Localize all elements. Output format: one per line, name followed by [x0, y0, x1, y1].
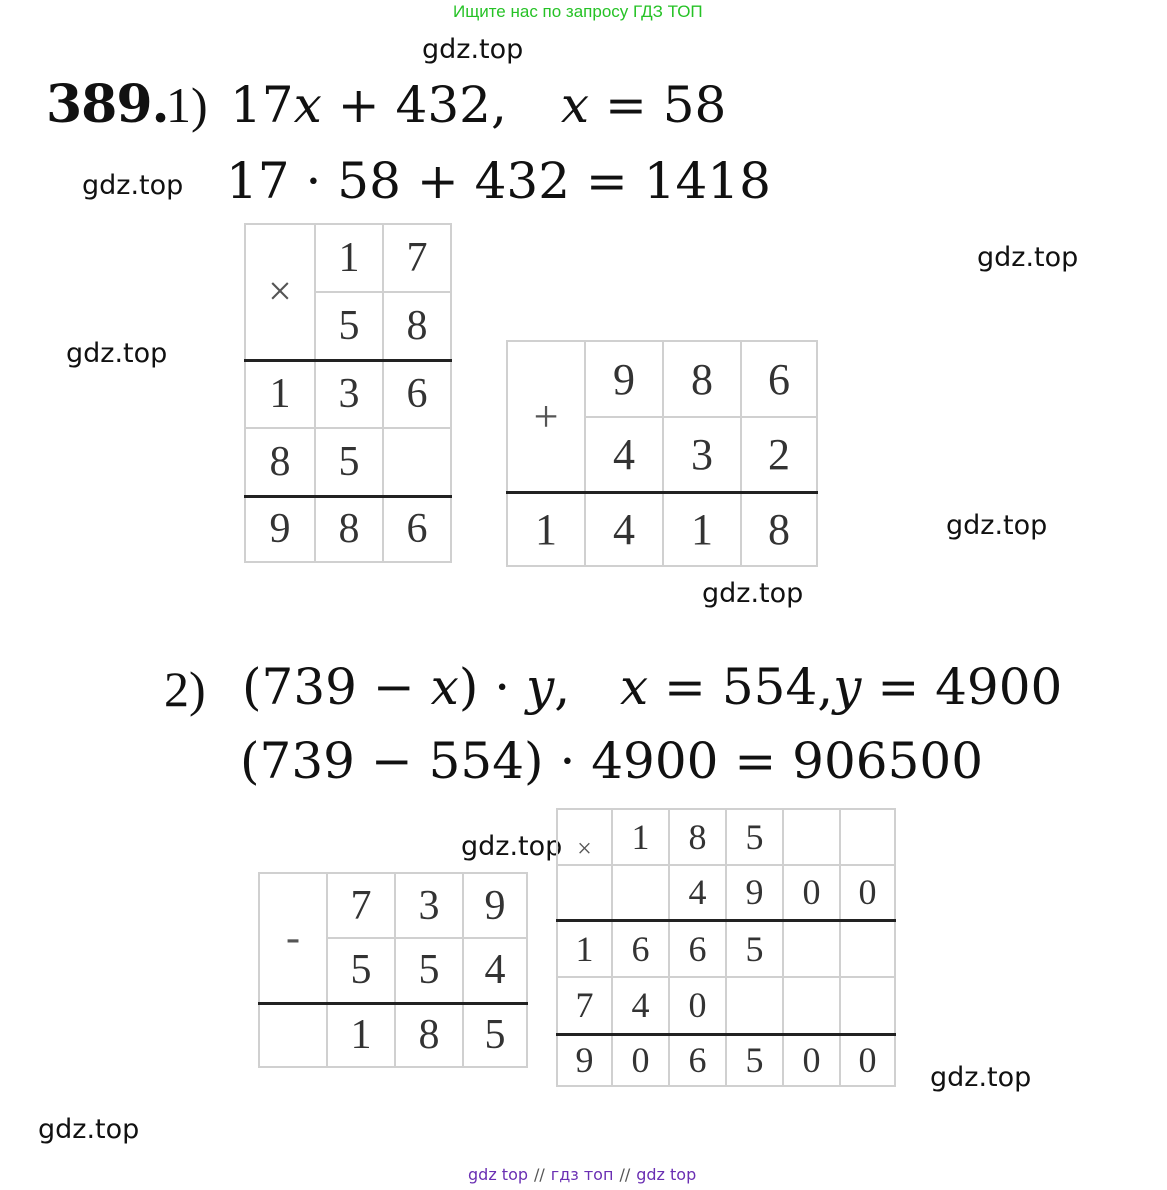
digit-cell: 8 — [315, 496, 383, 562]
digit-cell: 6 — [669, 920, 726, 977]
digit-cell — [840, 809, 895, 865]
digit-cell: 0 — [669, 977, 726, 1034]
digit-cell: 8 — [741, 492, 817, 566]
digit-cell — [783, 809, 840, 865]
footer-link[interactable]: gdz top — [636, 1165, 697, 1184]
digit-cell: 9 — [557, 1034, 612, 1086]
digit-cell: 8 — [395, 1003, 463, 1067]
part1-addition-table — [506, 340, 818, 567]
part1-expression: 17x + 432, x = 58 — [230, 76, 727, 134]
watermark: gdz.top — [38, 1114, 140, 1145]
digit-cell: 7 — [383, 224, 451, 292]
part2-expression: (739 − x) · y, x = 554,y = 4900 — [242, 658, 1063, 716]
digit-cell: 4 — [669, 865, 726, 920]
digit-cell: 3 — [663, 417, 741, 492]
digit-cell: 7 — [557, 977, 612, 1034]
digit-cell — [840, 977, 895, 1034]
digit-cell: 0 — [783, 1034, 840, 1086]
digit-cell — [612, 865, 669, 920]
digit-cell: 5 — [315, 428, 383, 496]
watermark: gdz.top — [66, 338, 168, 369]
digit-cell: 8 — [245, 428, 315, 496]
digit-cell: 2 — [741, 417, 817, 492]
footer-links: gdz top // гдз топ // gdz top — [468, 1165, 697, 1184]
digit-cell: 7 — [327, 873, 395, 938]
digit-cell — [557, 865, 612, 920]
digit-cell: 9 — [463, 873, 527, 938]
part1-multiplication-table — [244, 223, 452, 563]
digit-cell: 5 — [315, 292, 383, 360]
problem-number: 389. — [46, 74, 169, 135]
part1-label: 1) — [166, 77, 208, 133]
digit-cell: 5 — [327, 938, 395, 1003]
watermark: gdz.top — [461, 831, 563, 862]
part2-label: 2) — [164, 661, 206, 717]
search-banner[interactable]: Ищите нас по запросу ГДЗ ТОП — [453, 2, 703, 21]
part2-computation: (739 − 554) · 4900 = 906500 — [240, 732, 984, 790]
watermark: gdz.top — [422, 34, 524, 65]
part2-multiplication-table — [556, 808, 896, 1087]
plus-sign: + — [507, 341, 585, 492]
digit-cell: 4 — [585, 492, 663, 566]
digit-cell — [840, 920, 895, 977]
digit-cell — [783, 920, 840, 977]
digit-cell: 0 — [783, 865, 840, 920]
digit-cell — [726, 977, 783, 1034]
digit-cell: 5 — [726, 809, 783, 865]
digit-cell: 1 — [507, 492, 585, 566]
digit-cell: 8 — [669, 809, 726, 865]
digit-cell: 1 — [663, 492, 741, 566]
digit-cell — [383, 428, 451, 496]
footer-link[interactable]: gdz top — [468, 1165, 529, 1184]
watermark: gdz.top — [930, 1062, 1032, 1093]
digit-cell: 6 — [741, 341, 817, 417]
digit-cell: 9 — [585, 341, 663, 417]
footer-link[interactable]: гдз топ — [550, 1165, 614, 1184]
digit-cell: 0 — [840, 865, 895, 920]
minus-sign: - — [259, 873, 327, 1003]
digit-cell: 1 — [315, 224, 383, 292]
digit-cell: 6 — [612, 920, 669, 977]
digit-cell: 3 — [315, 360, 383, 428]
digit-cell: 4 — [585, 417, 663, 492]
digit-cell: 5 — [726, 1034, 783, 1086]
digit-cell: 6 — [669, 1034, 726, 1086]
multiply-sign: × — [557, 809, 612, 865]
digit-cell: 0 — [612, 1034, 669, 1086]
digit-cell: 5 — [463, 1003, 527, 1067]
digit-cell: 1 — [557, 920, 612, 977]
digit-cell: 1 — [245, 360, 315, 428]
digit-cell: 8 — [383, 292, 451, 360]
digit-cell: 3 — [395, 873, 463, 938]
digit-cell: 0 — [840, 1034, 895, 1086]
digit-cell: 8 — [663, 341, 741, 417]
digit-cell — [259, 1003, 327, 1067]
part2-subtraction-table — [258, 872, 528, 1068]
multiply-sign: × — [245, 224, 315, 360]
watermark: gdz.top — [977, 242, 1079, 273]
digit-cell: 4 — [612, 977, 669, 1034]
watermark: gdz.top — [946, 510, 1048, 541]
watermark: gdz.top — [82, 170, 184, 201]
digit-cell: 4 — [463, 938, 527, 1003]
digit-cell: 5 — [726, 920, 783, 977]
part1-computation: 17 · 58 + 432 = 1418 — [226, 152, 771, 210]
digit-cell: 9 — [245, 496, 315, 562]
digit-cell: 1 — [612, 809, 669, 865]
watermark: gdz.top — [702, 578, 804, 609]
digit-cell: 6 — [383, 360, 451, 428]
digit-cell: 5 — [395, 938, 463, 1003]
digit-cell — [783, 977, 840, 1034]
digit-cell: 6 — [383, 496, 451, 562]
digit-cell: 9 — [726, 865, 783, 920]
digit-cell: 1 — [327, 1003, 395, 1067]
